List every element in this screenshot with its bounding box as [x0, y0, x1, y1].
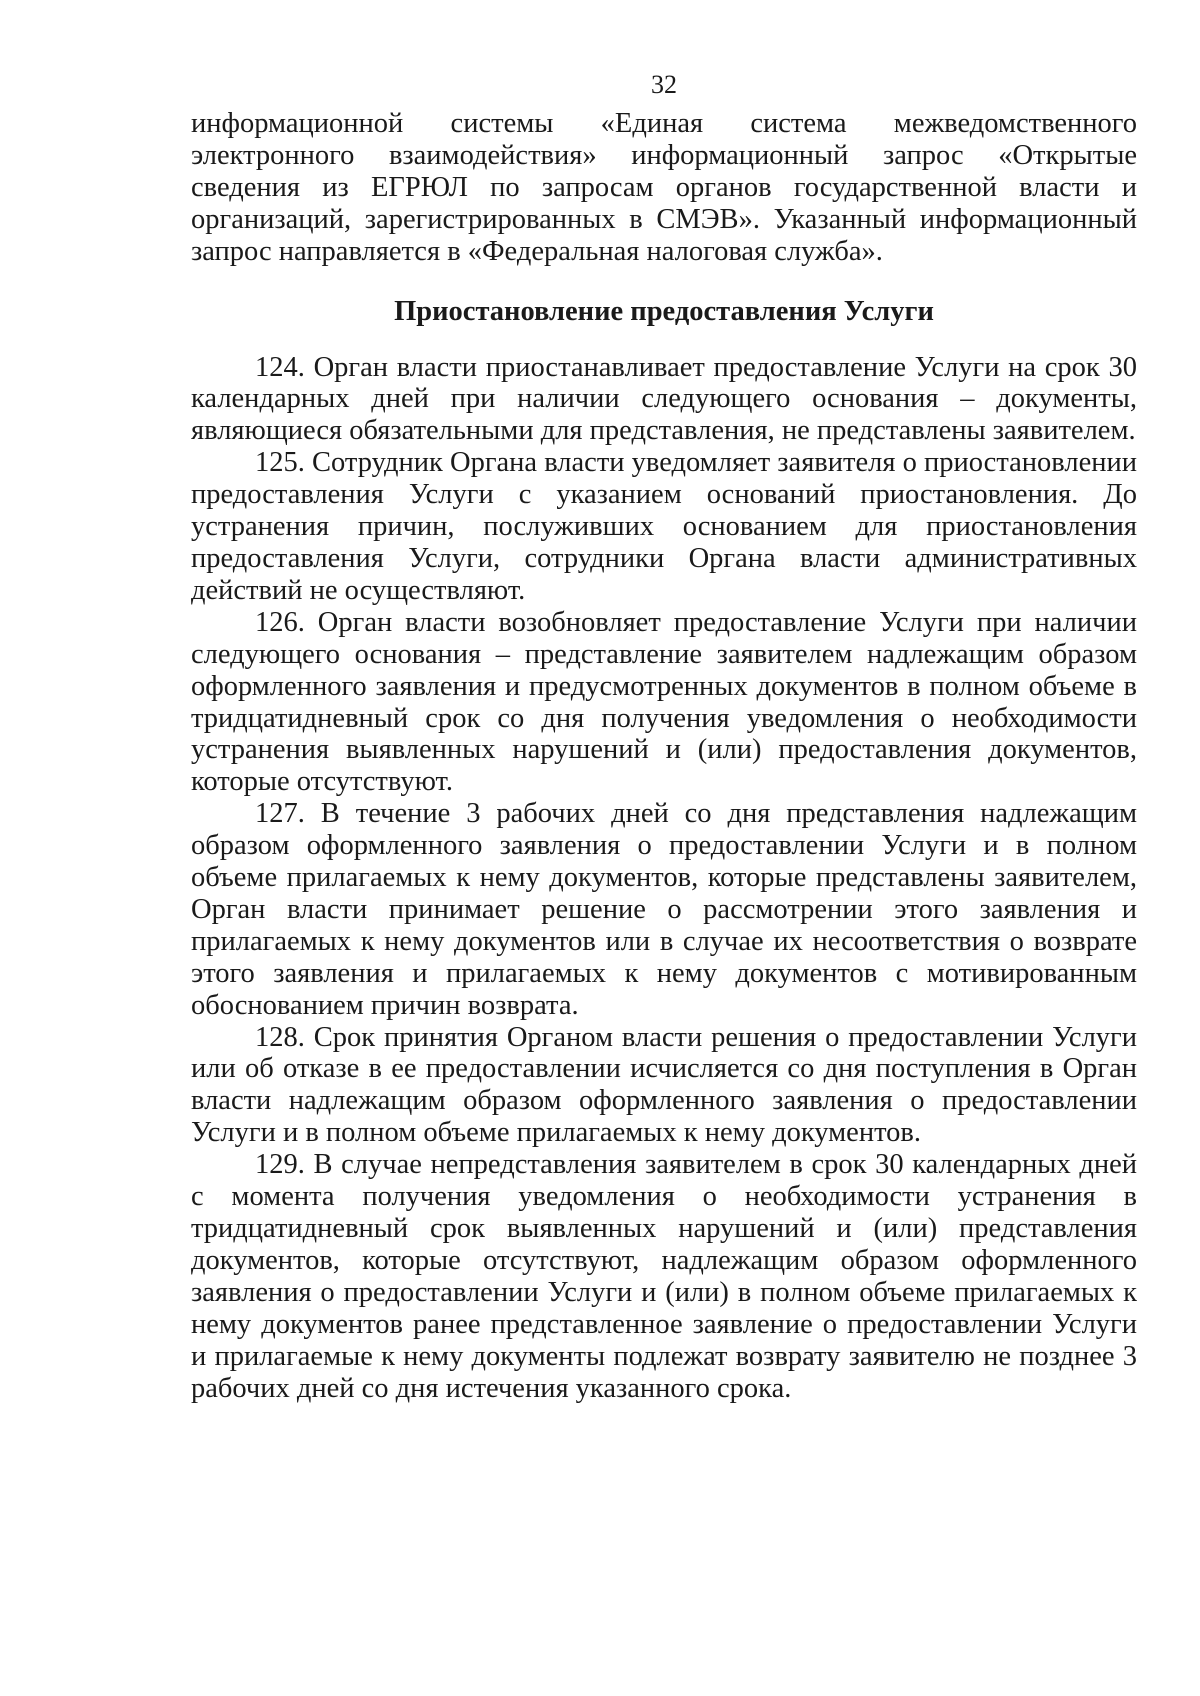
paragraph-126: 126. Орган власти возобновляет предоставление Услуги при наличии следующего основания – представление заявителем надлежащим образом оформленного заявления и предусмотренных документов в полном объеме в тридцатидневный срок со дня получения уведомления о необходимости устранения выявленных нарушений и (или) предоставления документов, которые отсутствуют. [191, 606, 1137, 798]
paragraph-125: 125. Сотрудник Органа власти уведомляет заявителя о приостановлении предоставления Услуги с указанием оснований приостановления. До устранения причин, послуживших основанием для приостановления предоставления Услуги, сотрудники Органа власти административных действий не осуществляют. [191, 447, 1137, 606]
paragraph-124: 124. Орган власти приостанавливает предоставление Услуги на срок 30 календарных дней при наличии следующего основания – документы, являющиеся обязательными для представления, не представлены заявителем. [191, 351, 1137, 447]
paragraph-128: 128. Срок принятия Органом власти решения о предоставлении Услуги или об отказе в ее предоставлении исчисляется со дня поступления в Орган власти надлежащим образом оформленного заявления о предоставлении Услуги и в полном объеме прилагаемых к нему документов. [191, 1021, 1137, 1149]
paragraph-127: 127. В течение 3 рабочих дней со дня представления надлежащим образом оформленного заявления о предоставлении Услуги и в полном объеме прилагаемых к нему документов, которые представлены заявителем, Орган власти принимает решение о рассмотрении этого заявления и прилагаемых к нему документов или в случае их несоответствия о возврате этого заявления и прилагаемых к нему документов с мотивированным обоснованием причин возврата. [191, 798, 1137, 1021]
document-body [191, 108, 1137, 1404]
intro-paragraph: информационной системы «Единая система межведомственного электронного взаимодействия» информационный запрос «Открытые сведения из ЕГРЮЛ по запросам органов государственной власти и организаций, зарегистрированных в СМЭВ». Указанный информационный запрос направляется в «Федеральная налоговая служба». [191, 108, 1137, 267]
section-heading: Приостановление предоставления Услуги [394, 295, 934, 327]
paragraph-129: 129. В случае непредставления заявителем в срок 30 календарных дней с момента получения уведомления о необходимости устранения в тридцатидневный срок выявленных нарушений и (или) представления документов, которые отсутствуют, надлежащим образом оформленного заявления о предоставлении Услуги и (или) в полном объеме прилагаемых к нему документов ранее представленное заявление о предоставлении Услуги и прилагаемые к нему документы подлежат возврату заявителю не позднее 3 рабочих дней со дня истечения указанного срока. [191, 1149, 1137, 1404]
page-number: 32 [651, 70, 677, 99]
